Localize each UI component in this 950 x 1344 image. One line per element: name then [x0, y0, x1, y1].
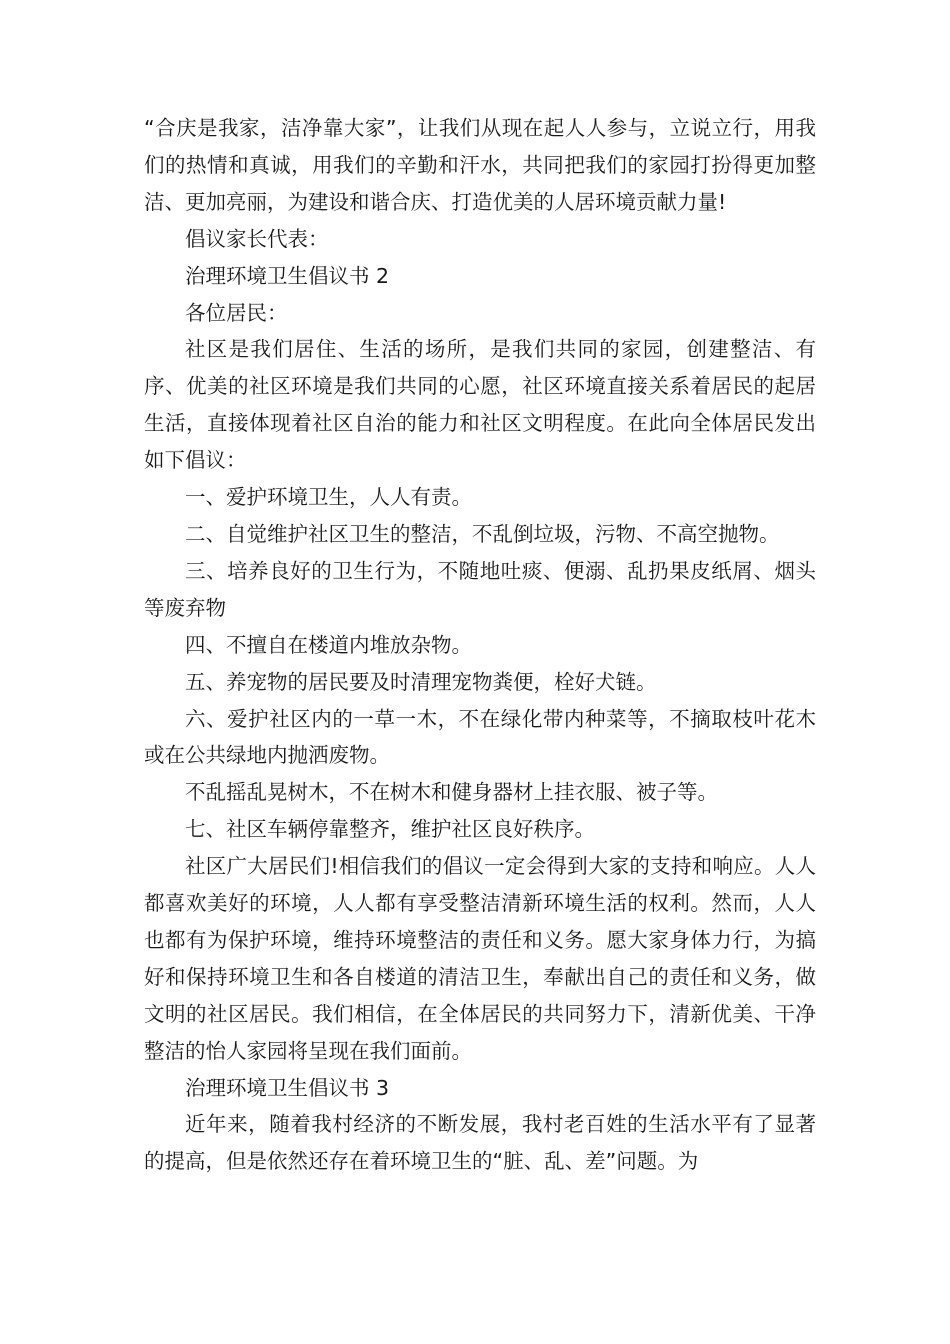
list-item-4: 四、不擅自在楼道内堆放杂物。	[185, 632, 472, 657]
paragraph-signature: 倡议家长代表：	[185, 226, 329, 251]
list-item-3: 三、培养良好的卫生行为，不随地吐痰、便溺、乱扔果皮纸屑、烟头等废弃物	[144, 558, 816, 620]
list-item-7: 七、社区车辆停靠整齐，维护社区良好秩序。	[185, 817, 595, 842]
list-item-6: 六、爱护社区内的一草一木，不在绿化带内种菜等，不摘取枝叶花木或在公共绿地内抛洒废物。	[144, 706, 816, 768]
document-body	[144, 110, 816, 1180]
list-item-6-continued: 不乱摇乱晃树木，不在树木和健身器材上挂衣服、被子等。	[185, 780, 718, 805]
list-item-1: 一、爱护环境卫生，人人有责。	[185, 485, 472, 510]
list-item-2: 二、自觉维护社区卫生的整洁，不乱倒垃圾，污物、不高空抛物。	[185, 521, 780, 546]
paragraph-closing-appeal: “合庆是我家，洁净靠大家”，让我们从现在起人人参与，立说立行，用我们的热情和真诚，用我们的辛勤和汗水，共同把我们的家园打扮得更加整洁、更加亮丽，为建设和谐合庆、打造优美的人居环境贡献力量!	[144, 116, 816, 214]
paragraph-intro: 社区是我们居住、生活的场所，是我们共同的家园，创建整洁、有序、优美的社区环境是我们共同的心愿，社区环境直接关系着居民的起居生活，直接体现着社区自治的能力和社区文明程度。在此向全体居民发出如下倡议：	[144, 337, 816, 473]
paragraph-section-3-intro: 近年来，随着我村经济的不断发展，我村老百姓的生活水平有了显著的提高，但是依然还存在着环境卫生的“脏、乱、差”问题。为	[144, 1112, 816, 1174]
section-title-2: 治理环境卫生倡议书 2	[185, 263, 390, 288]
paragraph-salutation: 各位居民：	[185, 300, 288, 325]
paragraph-conclusion: 社区广大居民们!相信我们的倡议一定会得到大家的支持和响应。人人都喜欢美好的环境，人人都有享受整洁清新环境生活的权利。然而，人人也都有为保护环境，维持环境整洁的责任和义务。愿大家身体力行，为搞好和保持环境卫生和各自楼道的清洁卫生，奉献出自己的责任和义务，做文明的社区居民。我们相信，在全体居民的共同努力下，清新优美、干净整洁的怡人家园将呈现在我们面前。	[144, 854, 816, 1063]
section-title-3: 治理环境卫生倡议书 3	[185, 1075, 390, 1100]
list-item-5: 五、养宠物的居民要及时清理宠物粪便，栓好犬链。	[185, 669, 657, 694]
